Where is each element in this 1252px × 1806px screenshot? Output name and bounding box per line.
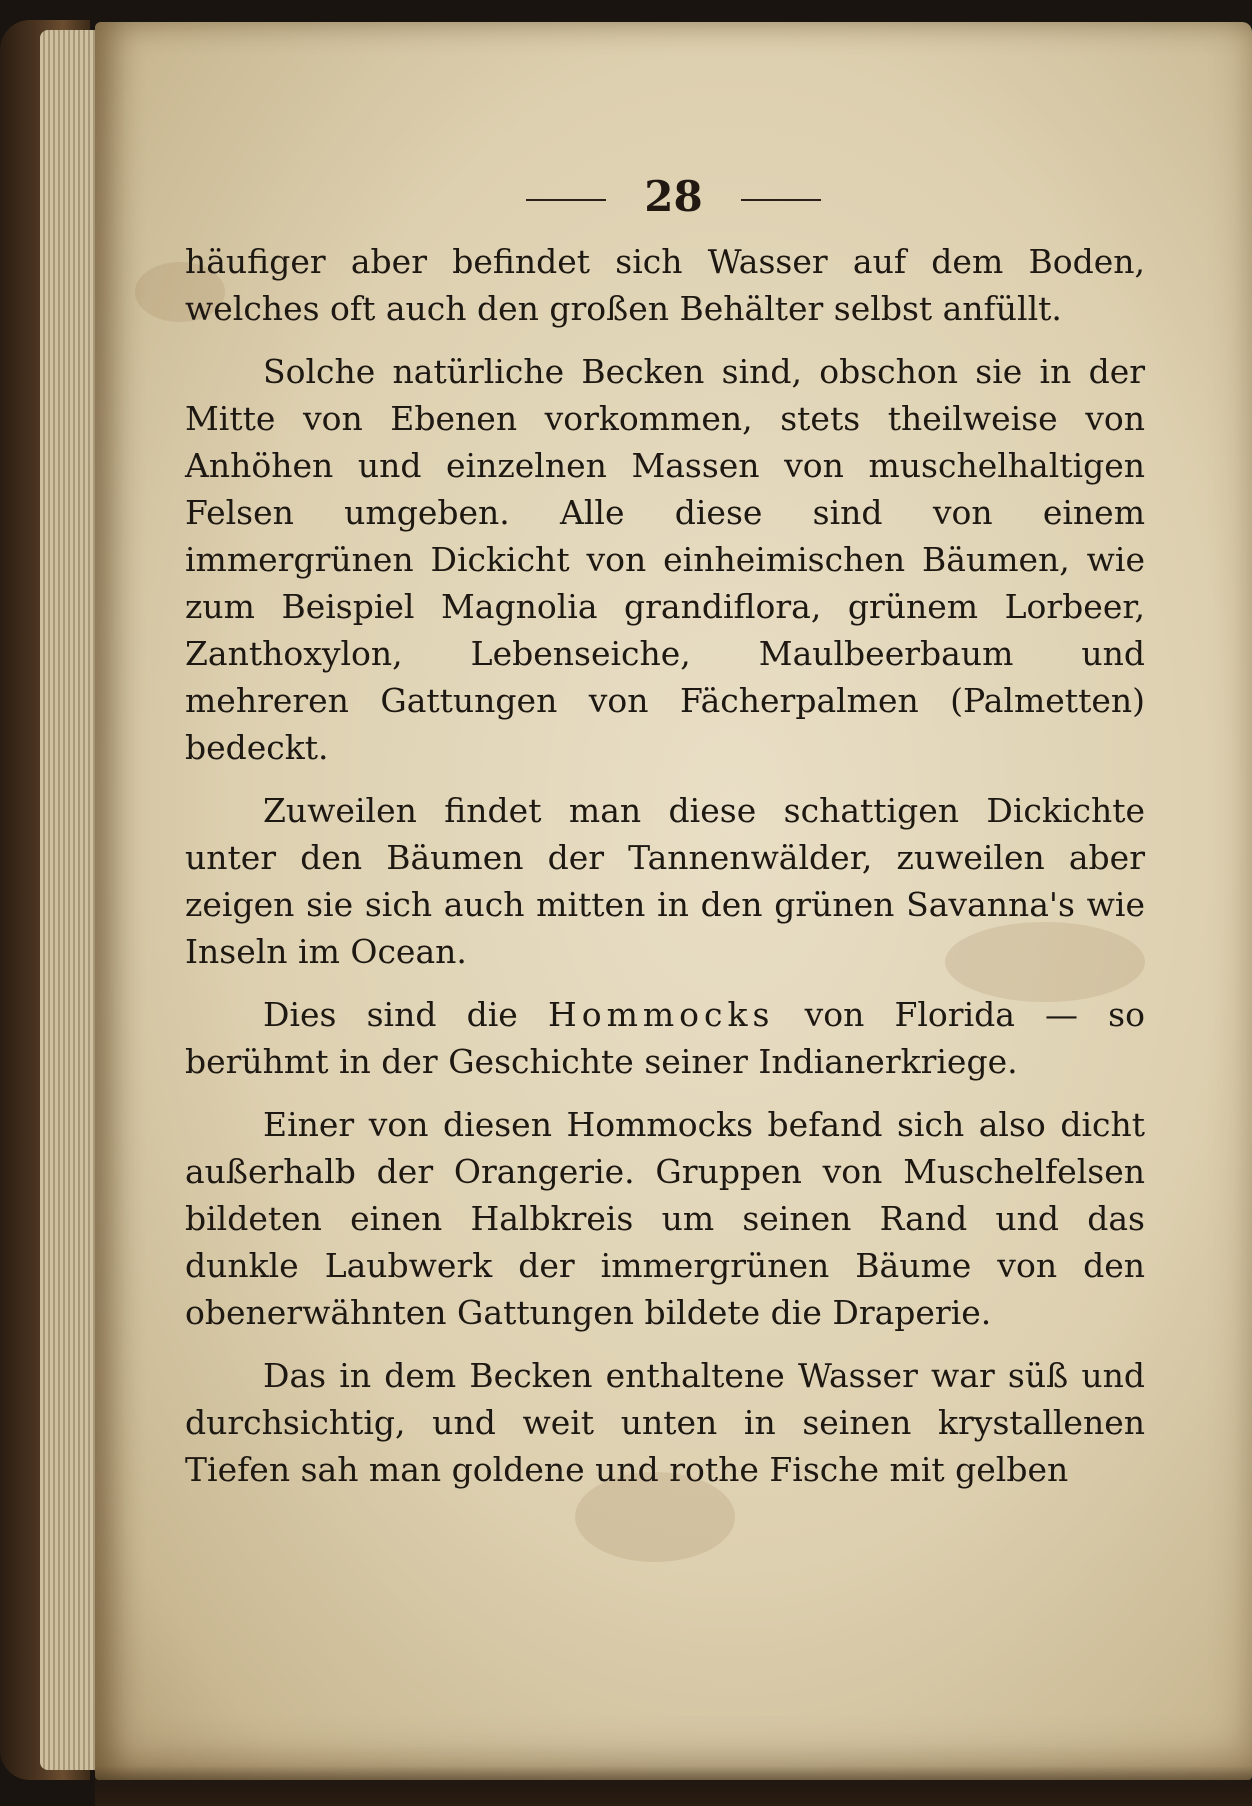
paragraph-4-before: Dies sind die [263, 995, 548, 1034]
page-number-value: 28 [644, 172, 703, 221]
page-number-dash-right [741, 199, 821, 201]
page-number-dash-left [526, 199, 606, 201]
paragraph-2: Solche natürliche Becken sind, obschon sie in der Mitte von Ebenen vorkommen, stets theilweise von Anhöhen und einzelnen Massen von muschelhaltigen Felsen umgeben. Alle diese sind von einem immergrünen Dickicht von einheimischen Bäumen, wie zum Beispiel Magnolia grandiflora, grünem Lorbeer, Zanthoxylon, Lebenseiche, Maulbeerbaum und mehreren Gattungen von Fächerpalmen (Palmetten) bedeckt. [185, 352, 1145, 767]
body-text [185, 238, 1145, 1509]
hommocks-emphasis: Hommocks [547, 995, 775, 1034]
paragraph-5: Einer von diesen Hommocks befand sich also dicht außerhalb der Orangerie. Gruppen von Muschelfelsen bildeten einen Halbkreis um seinen Rand und das dunkle Laubwerk der immergrünen Bäume von den obenerwähnten Gattungen bildete die Draperie. [185, 1105, 1145, 1332]
paragraph-4-after: von Florida — so berühmt in der Geschichte seiner Indianerkriege. [185, 995, 1145, 1081]
paragraph-4 [185, 991, 1145, 1085]
paragraph-3: Zuweilen findet man diese schattigen Dickichte unter den Bäumen der Tannenwälder, zuweilen aber zeigen sie sich auch mitten in den grünen Savanna's wie Inseln im Ocean. [185, 791, 1145, 971]
paragraph-6: Das in dem Becken enthaltene Wasser war süß und durchsichtig, und weit unten in seinen krystallenen Tiefen sah man goldene und rothe Fische mit gelben [185, 1356, 1145, 1489]
page-number [95, 172, 1252, 221]
page-bottom-edge [95, 1766, 1252, 1806]
paragraph-1: häufiger aber befindet sich Wasser auf dem Boden, welches oft auch den großen Behälter selbst anfüllt. [185, 242, 1145, 328]
